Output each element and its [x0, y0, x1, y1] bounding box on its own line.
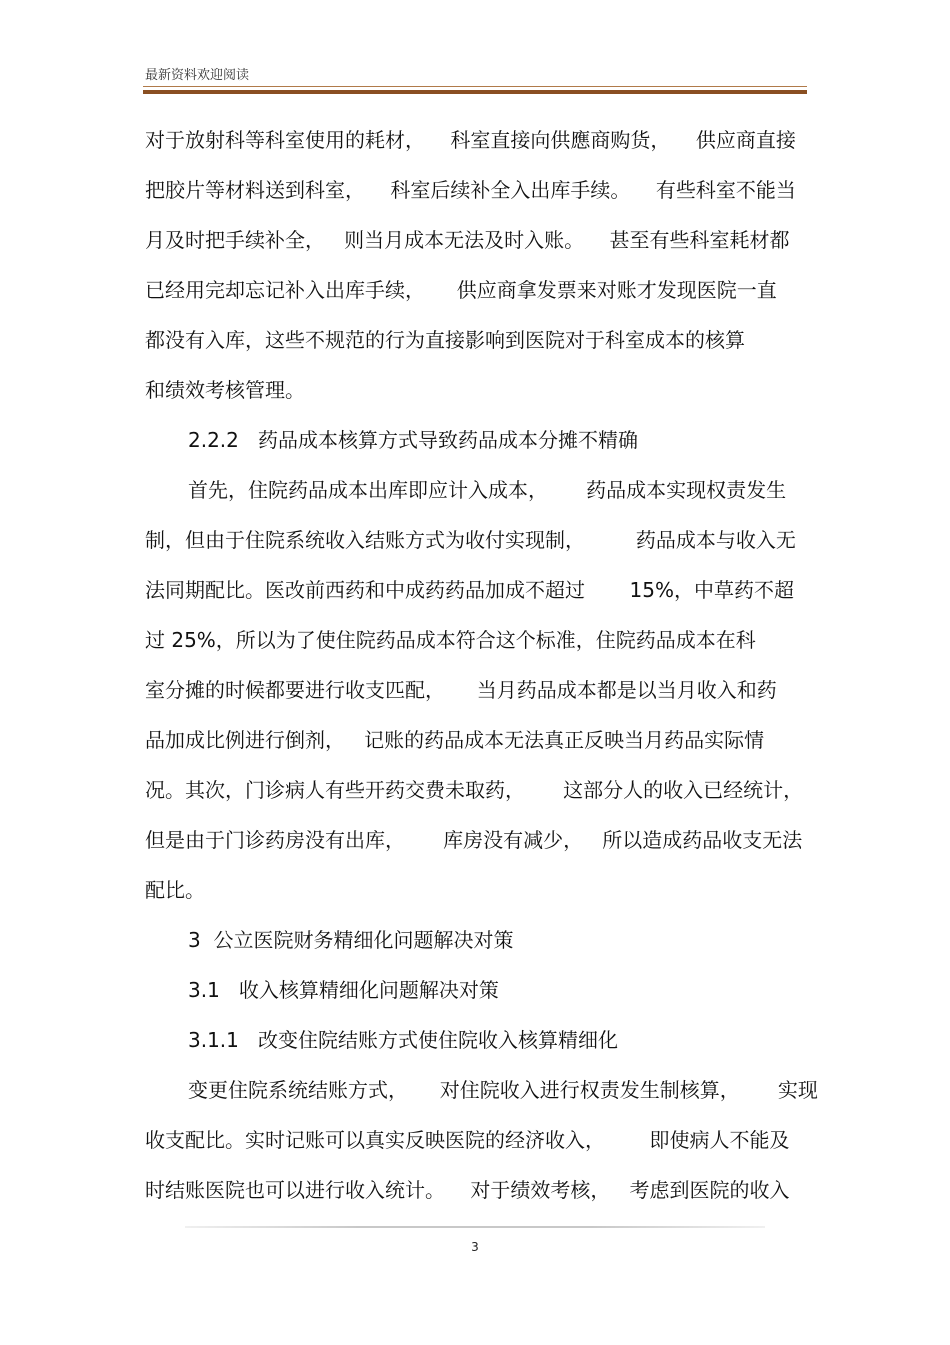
text-line: 况。其次，门诊病人有些开药交费未取药， 这部分人的收入已经统计， [145, 778, 804, 802]
page-number: 3 [471, 1240, 479, 1254]
text-line: 时结账医院也可以进行收入统计。 对于绩效考核， 考虑到医院的收入 [145, 1178, 790, 1202]
running-header: 最新资料欢迎阅读 [145, 68, 250, 83]
section-heading: 3 公立医院财务精细化问题解决对策 [188, 928, 514, 952]
text-line: 已经用完却忘记补入出库手续， 供应商拿发票来对账才发现医院一直 [145, 278, 777, 302]
subsection-heading: 3.1 收入核算精细化问题解决对策 [188, 978, 499, 1002]
text-line: 法同期配比。医改前西药和中成药药品加成不超过 15%，中草药不超 [145, 578, 794, 602]
text-line: 变更住院系统结账方式， 对住院收入进行权责发生制核算， 实现 [188, 1078, 818, 1102]
text-line: 首先，住院药品成本出库即应计入成本， 药品成本实现权责发生 [188, 478, 787, 502]
text-line: 对于放射科等科室使用的耗材， 科室直接向供應商购货， 供应商直接 [145, 128, 796, 152]
text-line: 但是由于门诊药房没有出库， 库房没有减少， 所以造成药品收支无法 [145, 828, 803, 852]
header-rule-thin [143, 86, 807, 87]
text-line: 收支配比。实时记账可以真实反映医院的经济收入， 即使病人不能及 [145, 1128, 790, 1152]
text-line: 配比。 [145, 878, 205, 902]
text-line: 过 25%，所以为了使住院药品成本符合这个标准，住院药品成本在科 [145, 628, 756, 652]
text-line: 和绩效考核管理。 [145, 378, 305, 402]
footer-rule [185, 1226, 765, 1228]
text-line: 品加成比例进行倒剂， 记账的药品成本无法真正反映当月药品实际情 [145, 728, 765, 752]
subsection-heading: 2.2.2 药品成本核算方式导致药品成本分摊不精确 [188, 428, 638, 452]
subsection-heading: 3.1.1 改变住院结账方式使住院收入核算精细化 [188, 1028, 618, 1052]
header-rule-thick [143, 90, 807, 94]
text-line: 把胶片等材料送到科室， 科室后续补全入出库手续。 有些科室不能当 [145, 178, 796, 202]
text-line: 月及时把手续补全， 则当月成本无法及时入账。 甚至有些科室耗材都 [145, 228, 790, 252]
text-line: 室分摊的时候都要进行收支匹配， 当月药品成本都是以当月收入和药 [145, 678, 777, 702]
text-line: 制，但由于住院系统收入结账方式为收付实现制， 药品成本与收入无 [145, 528, 796, 552]
text-line: 都没有入库，这些不规范的行为直接影响到医院对于科室成本的核算 [145, 328, 745, 352]
